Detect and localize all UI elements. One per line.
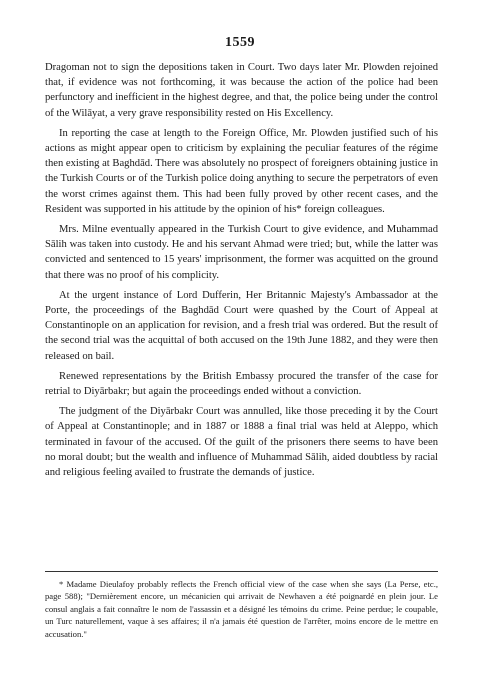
paragraph: In reporting the case at length to the Foreign Office, Mr. Plowden justified such of his actions as might appear open to criticism by explaining the peculiar features of the régime then existing at Baghdād. There was absolutely no prospect of foreigners obtaining justice in the Turkish Courts or of the Turkish police doing anything to secure the perpetrators of even the worst crimes against them. This had been fully proved by other recent cases, and the Resident was supported in his attitude by the opinion of his* foreign colleagues.: [45, 127, 438, 215]
footnote: [45, 578, 438, 640]
paragraph: Dragoman not to sign the depositions taken in Court. Two days later Mr. Plowden rejoined that, if evidence was not forthcoming, it was because the action of the police had been perfunctory and inefficient in the highest degree, and that, the police being under the control of the Wilāyat, a very grave responsibility rested on His Excellency.: [45, 62, 438, 119]
paragraph: At the urgent instance of Lord Dufferin, Her Britannic Majesty's Ambassador at the Porte, the proceedings of the Baghdād Court were quashed by the Court of Appeal at Constantinople on an application for revision, and a fresh trial was ordered. But the result of the second trial was the acquittal of both accused on the 19th June 1882, and they were then released on bail.: [45, 289, 438, 362]
page-number: 1559: [225, 35, 255, 50]
footnote-text: * Madame Dieulafoy probably reflects the French official view of the case when she says (La Perse, etc., page 588); "Dernièrement encore, un mécanicien qui arrivait de Newhaven a été poignardé en plein jour. Le consul anglais a fait connaître le nom de l'assassin et a désigné les témoins du crime. Peine perdue; le coupable, un Turc naturellement, vaque à ses affaires; il n'a jamais été question de l'arrêter, moins encore de le mettre en accusation.": [45, 579, 438, 639]
paragraph: Mrs. Milne eventually appeared in the Turkish Court to give evidence, and Muhammad Sālih was taken into custody. He and his servant Ahmad were tried; but, while the latter was convicted and sentenced to 15 years' imprisonment, the former was acquitted on the ground that there was no proof of his complicity.: [45, 224, 438, 281]
footnote-divider: [45, 571, 438, 572]
paragraph: Renewed representations by the British Embassy procured the transfer of the case for retrial to Diyārbakr; but again the proceedings ended without a conviction.: [45, 370, 438, 398]
paragraph: The judgment of the Diyārbakr Court was annulled, like those preceding it by the Court of Appeal at Constantinople; and in 1887 or 1888 a final trial was held at Aleppo, which terminated in favour of the accused. Of the guilt of the prisoners there seems to have been no moral doubt; but the wealth and influence of Muhammad Sālih, aided doubtless by racial and religious feeling availed to frustrate the demands of justice.: [45, 406, 438, 479]
body-text: [45, 60, 438, 485]
